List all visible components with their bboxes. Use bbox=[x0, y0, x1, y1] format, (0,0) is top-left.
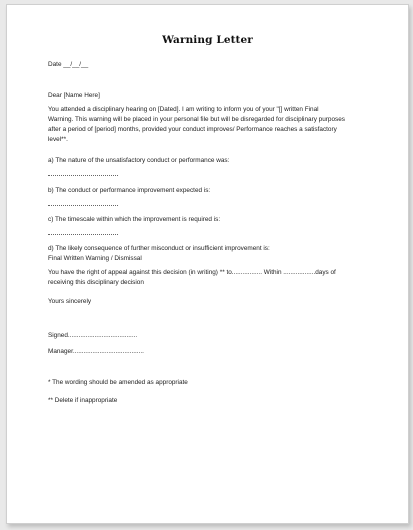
salutation: Dear [Name Here] bbox=[48, 92, 100, 99]
answer-blank-b bbox=[48, 205, 118, 206]
answer-blank-a bbox=[48, 175, 118, 176]
item-a: a) The nature of the unsatisfactory conduct or performance was: bbox=[48, 157, 230, 164]
footnote-1: * The wording should be amended as appropriate bbox=[48, 379, 188, 386]
signed-line: Signed....................................... bbox=[48, 332, 138, 339]
letter-title: Warning Letter bbox=[162, 34, 253, 46]
closing: Yours sincerely bbox=[48, 298, 92, 305]
item-d: d) The likely consequence of further misconduct or insufficient improvement is: bbox=[48, 245, 270, 252]
body-line-1: You attended a disciplinary hearing on [Dated]. I am writing to inform you of your "[] written Final bbox=[48, 106, 319, 113]
body-line-2: Warning. This warning will be placed in your personal file but will be disregarded for disciplinary purposes bbox=[48, 116, 345, 123]
answer-blank-c bbox=[48, 234, 118, 235]
appeal-line-2: receiving this disciplinary decision bbox=[48, 279, 144, 286]
appeal-line-1: You have the right of appeal against this decision (in writing) ** to................. Within ..................days of bbox=[48, 269, 336, 276]
item-c: c) The timescale within which the improvement is required is: bbox=[48, 216, 221, 223]
manager-line: Manager........................................ bbox=[48, 348, 144, 355]
body-line-3: after a period of [period] months, provided your conduct improves/ Performance reaches a satisfactory bbox=[48, 126, 337, 133]
footnote-2: ** Delete if inappropriate bbox=[48, 397, 118, 404]
body-line-4: level**. bbox=[48, 136, 68, 143]
final-warning-line: Final Written Warning / Dismissal bbox=[48, 255, 142, 262]
item-b: b) The conduct or performance improvement expected is: bbox=[48, 187, 211, 194]
date-line: Date __/__/__ bbox=[48, 61, 89, 68]
document-page bbox=[6, 4, 409, 524]
